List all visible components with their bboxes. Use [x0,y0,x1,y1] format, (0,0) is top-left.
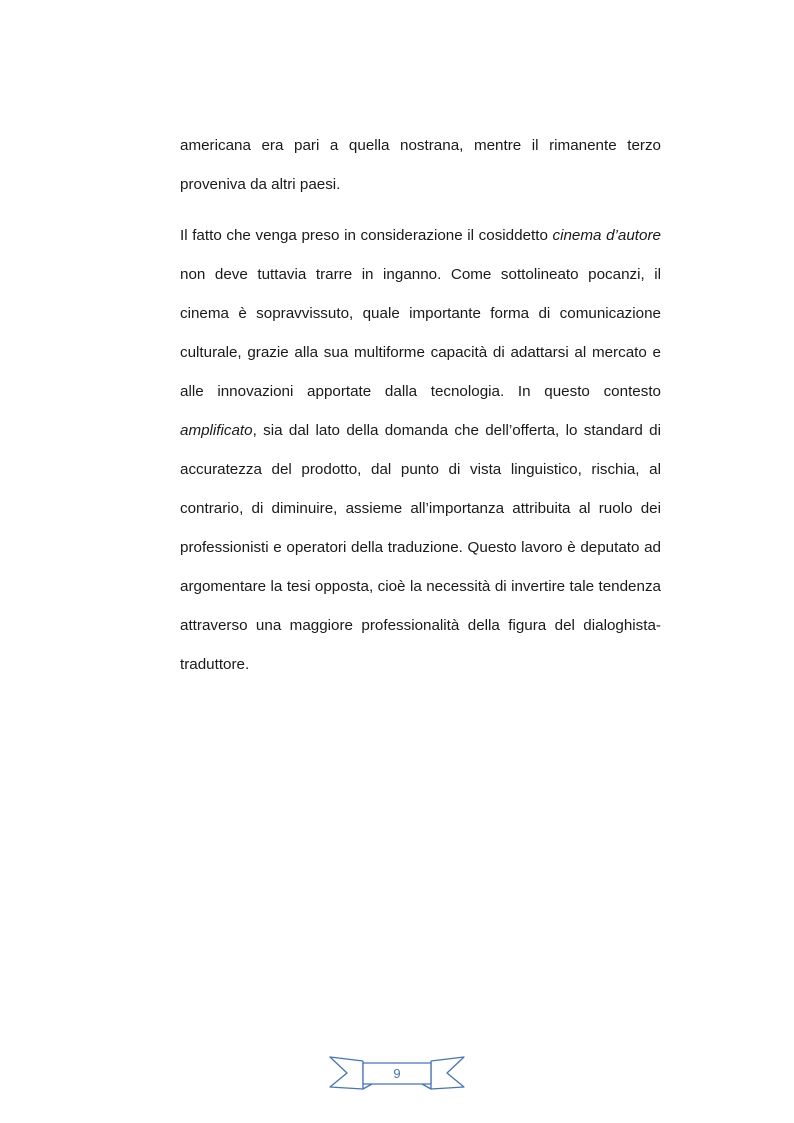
page-body [180,126,661,684]
paragraph-text: americana era pari a quella nostrana, mentre il rimanente terzo proveniva da altri paesi. [180,137,661,193]
paragraph-text: , sia dal lato della domanda che dell’offerta, lo standard di accuratezza del prodotto, dal punto di vista linguistico, rischia, al contrario, di diminuire, assieme all’importanza attribuita al ruolo dei professionisti e operatori della traduzione. Questo lavoro è deputato ad argomentare la tesi opposta, cioè la necessità di invertire tale tendenza attraverso una maggiore professionalità della figura del dialoghista-traduttore. [180,422,661,673]
italic-term: cinema d’autore [552,227,661,244]
ribbon-left-tail [330,1057,363,1089]
body-paragraph [180,216,661,684]
page-number-ribbon [329,1055,465,1095]
italic-term: amplificato [180,422,253,439]
page-number: 9 [393,1066,401,1081]
body-paragraph [180,126,661,204]
ribbon-right-tail [431,1057,464,1089]
paragraph-text: non deve tuttavia trarre in inganno. Come sottolineato pocanzi, il cinema è sopravvissuto, quale importante forma di comunicazione culturale, grazie alla sua multiforme capacità di adattarsi al mercato e alle innovazioni apportate dalla tecnologia. In questo contesto [180,266,661,400]
paragraph-text: Il fatto che venga preso in considerazione il cosiddetto [180,227,553,244]
